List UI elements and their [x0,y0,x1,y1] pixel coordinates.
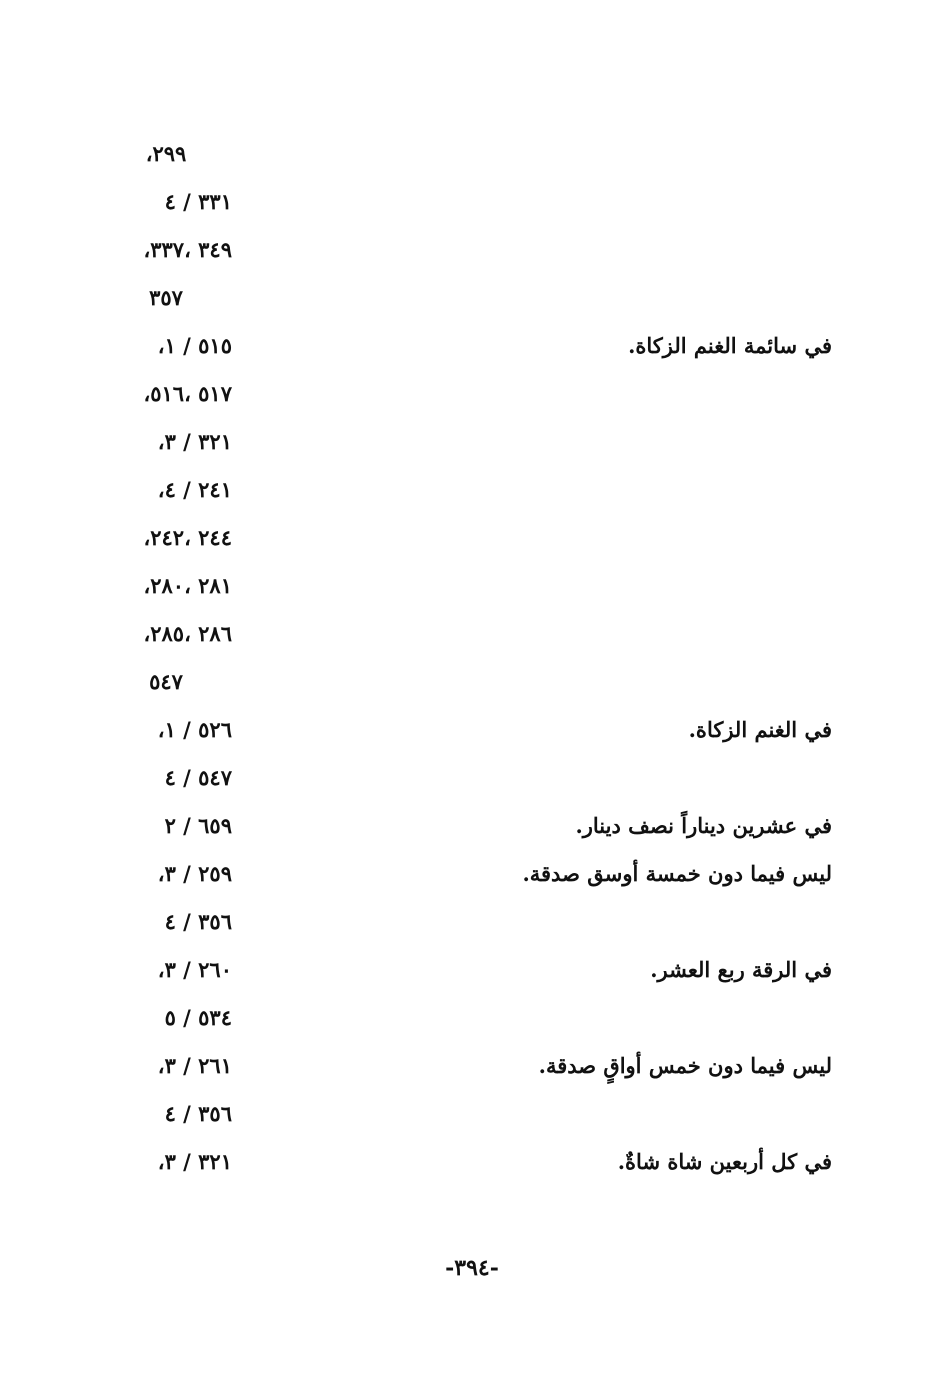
page-references: ٥٤٧ / ٤ [164,765,232,790]
index-row [0,134,944,174]
hadith-text: في سائمة الغنم الزكاة. [628,333,832,358]
index-row [0,182,944,222]
hadith-text: في الغنم الزكاة. [688,717,832,742]
index-row [0,614,944,654]
page-references: ٣٥٦ / ٤ [164,1101,232,1126]
index-row [0,854,944,894]
hadith-text: في كل أربعين شاة شاةٌ. [617,1149,832,1174]
index-row [0,950,944,990]
index-row [0,1094,944,1134]
page-references: ،٢٥٩ / ٣ [157,861,232,886]
page-references: ،٢٦١ / ٣ [157,1053,232,1078]
page-references: ،٢٤١ / ٤ [157,477,232,502]
index-row [0,1142,944,1182]
hadith-text: في الرقة ربع العشر. [650,957,832,982]
index-row [0,806,944,846]
page-number: -٣٩٤- [445,1255,499,1281]
page-references: ،٣٤٩ ،٣٣٧ [143,237,232,262]
page-references: ،٢٩٩ [145,141,187,166]
page-references: ٣٥٧ [149,285,183,310]
index-row [0,758,944,798]
index-row [0,326,944,366]
index-row [0,710,944,750]
index-row [0,230,944,270]
hadith-text: في عشرين ديناراً نصف دينار. [575,813,832,838]
index-row [0,566,944,606]
page-references: ،٢٤٤ ،٢٤٢ [143,525,232,550]
hadith-text: ليس فيما دون خمس أواقٍ صدقة. [538,1053,832,1078]
index-row [0,902,944,942]
page-references: ،٢٨١ ،٢٨٠ [143,573,232,598]
page-references: ،٢٨٦ ،٢٨٥ [143,621,232,646]
page-references: ٦٥٩ / ٢ [164,813,232,838]
index-row [0,278,944,318]
page-references: ،٥١٥ / ١ [157,333,232,358]
page-references: ٣٥٦ / ٤ [164,909,232,934]
index-row [0,470,944,510]
page-references: ٥٣٤ / ٥ [164,1005,232,1030]
index-row [0,374,944,414]
page-references: ،٥١٧ ،٥١٦ [143,381,232,406]
index-row [0,662,944,702]
page-references: ٥٤٧ [149,669,183,694]
index-row [0,998,944,1038]
page-references: ،٥٢٦ / ١ [157,717,232,742]
page-references: ،٣٢١ / ٣ [157,1149,232,1174]
hadith-text: ليس فيما دون خمسة أوسق صدقة. [522,861,832,886]
page-references: ٣٣١ / ٤ [164,189,232,214]
index-row [0,422,944,462]
index-row [0,518,944,558]
page-references: ،٢٦٠ / ٣ [157,957,232,982]
index-row [0,1046,944,1086]
page-references: ،٣٢١ / ٣ [157,429,232,454]
